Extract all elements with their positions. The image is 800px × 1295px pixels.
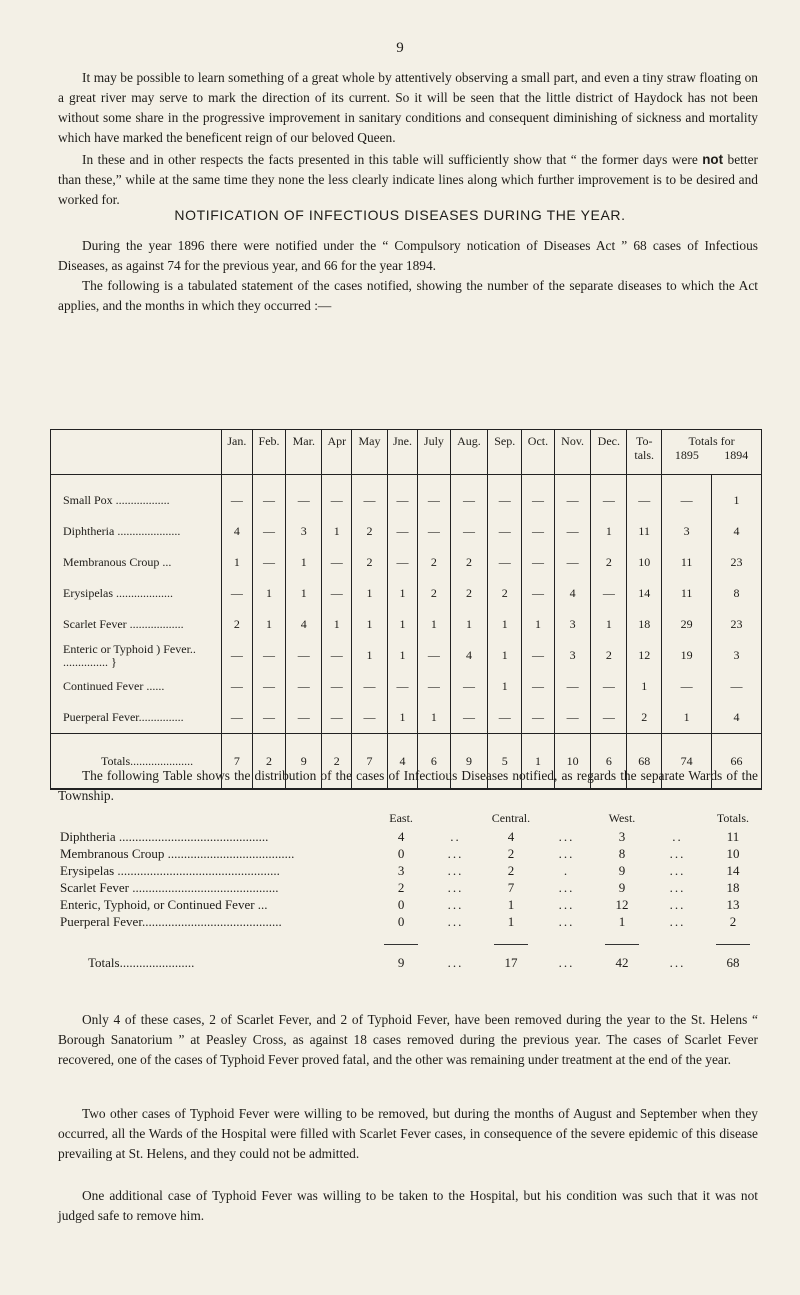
- rule-spacer: [659, 930, 696, 952]
- cell-value: —: [522, 578, 555, 609]
- ward-west-value: 1: [618, 913, 626, 929]
- cell-value: 14: [627, 578, 662, 609]
- cell-value: —: [450, 671, 488, 702]
- cell-value: —: [450, 702, 488, 734]
- ward-east-value: 3: [397, 862, 405, 878]
- cell-value: 1: [488, 609, 522, 640]
- wards-label: Puerperal Fever...........................................: [60, 913, 282, 929]
- cell-value: —: [252, 702, 286, 734]
- cell-value: —: [222, 475, 253, 517]
- leader-dots: ...: [447, 879, 464, 895]
- cell-value: 18: [627, 609, 662, 640]
- wards-label: Totals.......................: [88, 955, 195, 970]
- header-blank: [51, 430, 222, 475]
- disease-label: Puerperal Fever...............: [63, 710, 184, 724]
- table-row: [51, 578, 762, 609]
- table-row: [51, 475, 762, 517]
- wards-header-totals: Totals.: [716, 810, 750, 825]
- spacer: [659, 808, 696, 828]
- disease-label: Membranous Croup ...: [63, 555, 172, 569]
- total-value: 1: [522, 734, 555, 790]
- hospital-paragraph: Two other cases of Typhoid Fever were willing to be removed, but during the months of August and September when they occurred, all the Wards of the Hospital were filled with Scarlet Fever cases, in consequence of the severe epidemic of this disease prevailing at St. Helens, and they could not be admitted.: [58, 1106, 758, 1161]
- cell-value: —: [554, 547, 591, 578]
- cell-value: 1: [352, 640, 387, 671]
- ward-east-value: 0: [397, 896, 405, 912]
- header-month: Jne.: [387, 430, 418, 475]
- ward-total-value: 68: [726, 955, 740, 970]
- wards-row: [60, 913, 770, 930]
- cell-value: 2: [418, 578, 450, 609]
- leader-dots: ...: [669, 879, 686, 895]
- wards-label: Enteric, Typhoid, or Continued Fever ...: [60, 896, 268, 912]
- cell-value: —: [222, 640, 253, 671]
- wards-label: Scarlet Fever .............................................: [60, 879, 279, 895]
- monthly-notifications-table: [50, 429, 762, 790]
- wards-label: Erysipelas ..................................................: [60, 862, 280, 878]
- total-value: 10: [554, 734, 591, 790]
- cell-value: 4: [450, 640, 488, 671]
- cell-value: 2: [591, 547, 627, 578]
- page-number: 9: [396, 40, 404, 56]
- wards-header-row: [60, 808, 770, 828]
- emphasis-not: not: [702, 152, 724, 167]
- cell-value: —: [554, 671, 591, 702]
- wards-header-west: West.: [608, 810, 636, 825]
- leader-dots: .: [563, 862, 570, 878]
- wards-row: [60, 862, 770, 879]
- cell-value: 1: [387, 702, 418, 734]
- cell-value: 2: [352, 516, 387, 547]
- rule-line: [716, 944, 750, 945]
- additional-case-paragraph: One additional case of Typhoid Fever was willing to be taken to the Hospital, but his condition was such that it was not judged safe to remove him.: [58, 1188, 758, 1223]
- leader-dots: ..: [672, 828, 683, 844]
- wards-body: [60, 828, 770, 974]
- cell-value: 23: [712, 609, 762, 640]
- cell-value: —: [322, 671, 352, 702]
- total-value: 6: [418, 734, 450, 790]
- cell-value: 1: [286, 547, 322, 578]
- cell-value: —: [322, 640, 352, 671]
- header-month: Apr: [322, 430, 352, 475]
- wards-rule-row: [60, 930, 770, 952]
- cell-value: 1: [252, 609, 286, 640]
- table-row: [51, 640, 762, 671]
- cell-value: 2: [450, 547, 488, 578]
- cell-value: —: [488, 547, 522, 578]
- wards-header-blank: [60, 808, 365, 828]
- leader-dots: ...: [669, 845, 686, 861]
- total-value: 2: [252, 734, 286, 790]
- cell-value: —: [418, 640, 450, 671]
- cell-value: —: [387, 547, 418, 578]
- spacer: [437, 808, 474, 828]
- header-totals: To-tals.: [627, 430, 662, 475]
- cell-value: 8: [712, 578, 762, 609]
- ward-central-value: 1: [507, 913, 515, 929]
- cell-value: —: [286, 671, 322, 702]
- cell-value: —: [591, 475, 627, 517]
- cell-value: —: [450, 516, 488, 547]
- comparison-text-b: better than these,” while at the same time they none the less clearly indicate lines along which further improvement is to be desired and worked for.: [58, 152, 758, 207]
- year-1895: 1895: [674, 448, 699, 462]
- cell-value: —: [387, 516, 418, 547]
- cell-value: —: [591, 578, 627, 609]
- cell-value: 2: [591, 640, 627, 671]
- cell-value: —: [222, 702, 253, 734]
- intro-paragraph: It may be possible to learn something of a great whole by attentively observing a small part, and even a tiny straw floating on a great river may serve to mark the direction of its current. So it will be seen that the little district of Haydock has not been without some share in the progressive improvement in sanitary conditions and consequent diminishing of sickness and mortality which have marked the beneficent reign of our beloved Queen.: [58, 70, 758, 145]
- header-month: July: [418, 430, 450, 475]
- cell-value: —: [286, 475, 322, 517]
- ward-central-value: 7: [507, 879, 515, 895]
- leader-dots: ...: [558, 896, 575, 912]
- cell-value: 11: [662, 547, 712, 578]
- leader-dots: ...: [669, 955, 686, 970]
- ward-east-value: 9: [397, 955, 405, 970]
- header-totals-for: [662, 430, 762, 475]
- ward-central-value: 17: [504, 955, 518, 970]
- cell-value: 1: [222, 547, 253, 578]
- cell-value: —: [322, 702, 352, 734]
- cell-value: —: [387, 475, 418, 517]
- totals-for-label: Totals for: [688, 434, 735, 448]
- cell-value: —: [418, 671, 450, 702]
- ward-total-value: 14: [726, 862, 740, 878]
- ward-central-value: 4: [507, 828, 515, 844]
- section-heading: NOTIFICATION OF INFECTIOUS DISEASES DURING THE YEAR.: [174, 207, 626, 223]
- disease-label: Continued Fever ......: [63, 679, 165, 693]
- wards-intro-paragraph: The following Table shows the distribution of the cases of Infectious Diseases notified, as regards the separate Wards of the Township.: [58, 768, 758, 803]
- cell-value: 1: [488, 671, 522, 702]
- comparison-text-a: In these and in other respects the facts presented in this table will sufficiently show that “ the former days were: [82, 152, 698, 167]
- rule-line: [605, 944, 639, 945]
- total-value: 9: [450, 734, 488, 790]
- cell-value: —: [252, 475, 286, 517]
- leader-dots: ..: [450, 828, 461, 844]
- wards-row: [60, 896, 770, 913]
- rule-spacer: [548, 930, 585, 952]
- cell-value: —: [222, 671, 253, 702]
- table-row: [51, 609, 762, 640]
- total-value: 7: [222, 734, 253, 790]
- cell-value: —: [591, 702, 627, 734]
- cell-value: 1: [322, 609, 352, 640]
- cell-value: 10: [627, 547, 662, 578]
- cell-value: 1: [387, 609, 418, 640]
- cell-value: —: [352, 475, 387, 517]
- cell-value: 1: [712, 475, 762, 517]
- cell-value: —: [522, 547, 555, 578]
- cell-value: 1: [591, 609, 627, 640]
- disease-label: Diphtheria .....................: [63, 524, 181, 538]
- wards-totals-row: [60, 952, 770, 974]
- cell-value: —: [554, 475, 591, 517]
- cell-value: —: [322, 547, 352, 578]
- cell-value: 3: [662, 516, 712, 547]
- cell-value: 1: [286, 578, 322, 609]
- total-value: 7: [352, 734, 387, 790]
- leader-dots: ...: [558, 955, 575, 970]
- ward-central-value: 2: [507, 845, 515, 861]
- leader-dots: ...: [669, 913, 686, 929]
- cell-value: 3: [712, 640, 762, 671]
- cell-value: 1: [418, 702, 450, 734]
- cell-value: —: [252, 547, 286, 578]
- ward-west-value: 42: [615, 955, 629, 970]
- header-month: Oct.: [522, 430, 555, 475]
- header-month: Aug.: [450, 430, 488, 475]
- cell-value: 1: [252, 578, 286, 609]
- table-row: [51, 516, 762, 547]
- cell-value: —: [591, 671, 627, 702]
- cell-value: —: [252, 516, 286, 547]
- cell-value: —: [286, 640, 322, 671]
- cell-value: —: [322, 578, 352, 609]
- cell-value: 1: [418, 609, 450, 640]
- header-month: May: [352, 430, 387, 475]
- cell-value: 11: [627, 516, 662, 547]
- cell-value: —: [554, 702, 591, 734]
- cell-value: 2: [627, 702, 662, 734]
- cell-value: 3: [554, 640, 591, 671]
- cell-value: 1: [450, 609, 488, 640]
- total-rule: [585, 930, 659, 952]
- table-body: [51, 475, 762, 790]
- cell-value: 23: [712, 547, 762, 578]
- cell-value: —: [352, 702, 387, 734]
- table-row: [51, 671, 762, 702]
- totals-label: Totals.....................: [51, 734, 222, 790]
- total-value: 6: [591, 734, 627, 790]
- rule-line: [494, 944, 528, 945]
- wards-row: [60, 879, 770, 896]
- total-value: 74: [662, 734, 712, 790]
- cell-value: 1: [627, 671, 662, 702]
- ward-east-value: 4: [397, 828, 405, 844]
- wards-table: [60, 808, 770, 974]
- cell-value: 2: [450, 578, 488, 609]
- cell-value: —: [522, 702, 555, 734]
- table-intro-paragraph: The following is a tabulated statement of the cases notified, showing the number of the separate diseases to which the Act applies, and the months in which they occurred :—: [58, 278, 758, 313]
- cell-value: 3: [554, 609, 591, 640]
- cell-value: 1: [522, 609, 555, 640]
- ward-west-value: 12: [615, 896, 629, 912]
- cell-value: 1: [352, 609, 387, 640]
- header-month: Dec.: [591, 430, 627, 475]
- cell-value: 1: [352, 578, 387, 609]
- year-1894: 1894: [724, 448, 749, 462]
- cell-value: —: [222, 578, 253, 609]
- cell-value: —: [712, 671, 762, 702]
- table-header-row: [51, 430, 762, 475]
- table-row: [51, 702, 762, 734]
- wards-row: [60, 828, 770, 845]
- cell-value: 29: [662, 609, 712, 640]
- header-month: Sep.: [488, 430, 522, 475]
- cell-value: —: [488, 516, 522, 547]
- cell-value: 12: [627, 640, 662, 671]
- wards-header-east: East.: [389, 810, 413, 825]
- ward-east-value: 2: [397, 879, 405, 895]
- leader-dots: ...: [447, 955, 464, 970]
- leader-dots: ...: [447, 862, 464, 878]
- disease-label: Enteric or Typhoid ) Fever.. ............... }: [63, 641, 196, 669]
- cell-value: 1: [591, 516, 627, 547]
- leader-dots: ...: [558, 879, 575, 895]
- total-value: 2: [322, 734, 352, 790]
- total-rule: [696, 930, 770, 952]
- total-value: 66: [712, 734, 762, 790]
- leader-dots: ...: [447, 845, 464, 861]
- wards-row: [60, 845, 770, 862]
- total-value: 9: [286, 734, 322, 790]
- cell-value: 2: [418, 547, 450, 578]
- cell-value: —: [286, 702, 322, 734]
- cell-value: —: [522, 475, 555, 517]
- cell-value: 19: [662, 640, 712, 671]
- leader-dots: ...: [669, 896, 686, 912]
- total-value: 4: [387, 734, 418, 790]
- notification-paragraph: During the year 1896 there were notified under the “ Compulsory notication of Diseases Act ” 68 cases of Infectious Diseases, as against 74 for the previous year, and 66 for the year 1894.: [58, 238, 758, 273]
- ward-total-value: 2: [729, 913, 737, 929]
- removal-paragraph: Only 4 of these cases, 2 of Scarlet Fever, and 2 of Typhoid Fever, have been removed during the year to the St. Helens “ Borough Sanatorium ” at Peasley Cross, as against 18 cases removed during the previous year. The cases of Scarlet Fever recovered, one of the cases of Typhoid Fever proved fatal, and the other was remaining under treatment at the end of the year.: [58, 1012, 758, 1067]
- cell-value: —: [352, 671, 387, 702]
- ward-total-value: 13: [726, 896, 740, 912]
- cell-value: 3: [286, 516, 322, 547]
- header-month: Jan.: [222, 430, 253, 475]
- cell-value: —: [488, 702, 522, 734]
- ward-west-value: 3: [618, 828, 626, 844]
- leader-dots: ...: [558, 828, 575, 844]
- cell-value: —: [522, 671, 555, 702]
- rule-line: [384, 944, 418, 945]
- cell-value: —: [450, 475, 488, 517]
- leader-dots: ...: [558, 913, 575, 929]
- leader-dots: ...: [447, 913, 464, 929]
- ward-central-value: 2: [507, 862, 515, 878]
- ward-east-value: 0: [397, 913, 405, 929]
- cell-value: —: [662, 475, 712, 517]
- rule-blank: [60, 930, 365, 952]
- ward-west-value: 9: [618, 862, 626, 878]
- totals-for-years: [662, 448, 761, 462]
- header-month: Feb.: [252, 430, 286, 475]
- total-value: 68: [627, 734, 662, 790]
- cell-value: 1: [662, 702, 712, 734]
- header-month: Nov.: [554, 430, 591, 475]
- cell-value: 1: [322, 516, 352, 547]
- ward-total-value: 11: [726, 828, 740, 844]
- wards-label: Membranous Croup .......................................: [60, 845, 295, 861]
- ward-west-value: 8: [618, 845, 626, 861]
- cell-value: 2: [222, 609, 253, 640]
- cell-value: —: [522, 640, 555, 671]
- cell-value: —: [554, 516, 591, 547]
- cell-value: 4: [286, 609, 322, 640]
- cell-value: —: [662, 671, 712, 702]
- cell-value: —: [387, 671, 418, 702]
- leader-dots: ...: [447, 896, 464, 912]
- cell-value: —: [252, 640, 286, 671]
- header-month: Mar.: [286, 430, 322, 475]
- cell-value: —: [252, 671, 286, 702]
- comparison-paragraph: [58, 150, 758, 210]
- ward-west-value: 9: [618, 879, 626, 895]
- cell-value: —: [322, 475, 352, 517]
- cell-value: —: [418, 475, 450, 517]
- ward-east-value: 0: [397, 845, 405, 861]
- cell-value: 11: [662, 578, 712, 609]
- wards-label: Diphtheria ..............................................: [60, 828, 269, 844]
- cell-value: 1: [488, 640, 522, 671]
- wards-header-central: Central.: [491, 810, 531, 825]
- leader-dots: ...: [558, 845, 575, 861]
- cell-value: 4: [712, 702, 762, 734]
- cell-value: 4: [554, 578, 591, 609]
- ward-central-value: 1: [507, 896, 515, 912]
- cell-value: 4: [222, 516, 253, 547]
- cell-value: 1: [387, 578, 418, 609]
- ward-total-value: 10: [726, 845, 740, 861]
- total-value: 5: [488, 734, 522, 790]
- cell-value: —: [627, 475, 662, 517]
- cell-value: 2: [488, 578, 522, 609]
- total-rule: [474, 930, 548, 952]
- cell-value: 2: [352, 547, 387, 578]
- spacer: [548, 808, 585, 828]
- cell-value: 1: [387, 640, 418, 671]
- rule-spacer: [437, 930, 474, 952]
- leader-dots: ...: [669, 862, 686, 878]
- ward-total-value: 18: [726, 879, 740, 895]
- cell-value: —: [488, 475, 522, 517]
- disease-label: Scarlet Fever ..................: [63, 617, 184, 631]
- table-row: [51, 547, 762, 578]
- cell-value: —: [418, 516, 450, 547]
- disease-label: Erysipelas ...................: [63, 586, 173, 600]
- cell-value: —: [522, 516, 555, 547]
- total-rule: [365, 930, 437, 952]
- disease-label: Small Pox ..................: [63, 493, 170, 507]
- cell-value: 4: [712, 516, 762, 547]
